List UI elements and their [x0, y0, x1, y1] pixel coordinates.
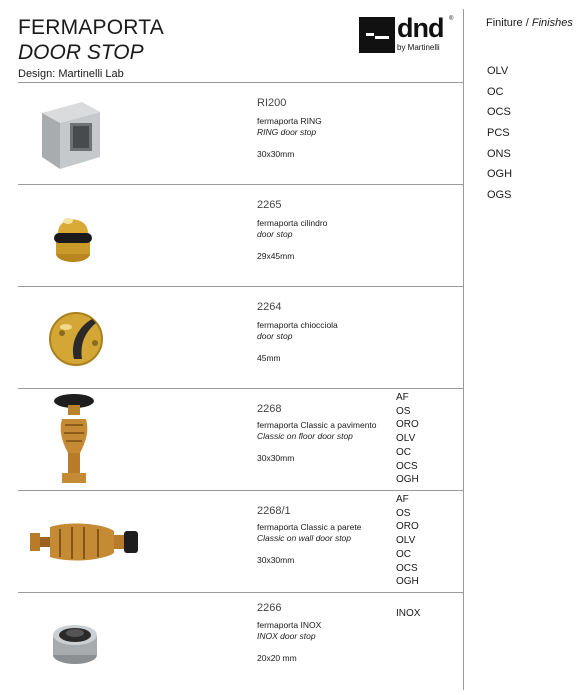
product-finish: OS — [396, 405, 411, 417]
logo-wordmark: dnd — [397, 13, 444, 43]
product-row — [18, 185, 463, 287]
finishes-heading-en: Finishes — [531, 17, 573, 29]
finishes-list — [487, 64, 512, 209]
product-row — [18, 491, 463, 593]
product-size: 30x30mm — [257, 149, 295, 159]
finishes-heading — [486, 17, 573, 29]
product-row — [18, 83, 463, 185]
inox-door-stop-icon — [18, 593, 253, 695]
finish-item: OGS — [487, 189, 512, 202]
product-size: 20x20 mm — [257, 653, 297, 663]
product-finish: INOX — [396, 608, 421, 619]
product-size: 45mm — [257, 353, 281, 363]
product-subtitle: RING door stop — [257, 127, 317, 137]
product-finish: OCS — [396, 460, 418, 472]
finish-item: OLV — [487, 65, 509, 77]
page-subtitle: DOOR STOP — [18, 41, 144, 64]
product-size: 29x45mm — [257, 251, 295, 261]
product-subtitle: Classic on floor door stop — [257, 431, 353, 441]
product-finish: OGH — [396, 576, 419, 588]
product-name: fermaporta cilindro — [257, 218, 328, 228]
product-subtitle: Classic on wall door stop — [257, 533, 352, 543]
product-code: 2266 — [257, 602, 282, 614]
product-subtitle: door stop — [257, 229, 293, 239]
product-code: RI200 — [257, 97, 287, 109]
classic-floor-door-stop-icon — [18, 389, 253, 491]
product-size: 30x30mm — [257, 555, 295, 565]
product-subtitle: door stop — [257, 331, 293, 341]
column-divider — [463, 9, 464, 690]
logo-mark-icon — [359, 17, 395, 53]
finish-item: OC — [487, 85, 504, 98]
product-finishes — [396, 493, 419, 589]
product-finish: OCS — [396, 562, 418, 574]
brand-logo — [359, 13, 454, 53]
product-finish: OGH — [396, 474, 419, 486]
product-row — [18, 389, 463, 491]
classic-wall-door-stop-icon — [18, 491, 253, 593]
product-code: 2268 — [257, 403, 282, 415]
page-title: FERMAPORTA — [18, 16, 164, 39]
product-row — [18, 593, 463, 695]
product-finish: OC — [396, 446, 411, 458]
logo-subtitle: by Martinelli — [397, 43, 440, 52]
product-name: fermaporta Classic a pavimento — [257, 420, 377, 430]
cylinder-door-stop-icon — [18, 185, 253, 287]
snail-door-stop-icon — [18, 287, 253, 389]
product-name: fermaporta INOX — [257, 620, 322, 630]
product-size: 30x30mm — [257, 453, 295, 463]
square-ring-door-stop-icon — [18, 83, 253, 185]
product-subtitle: INOX door stop — [257, 631, 316, 641]
finish-item: OGH — [487, 168, 513, 181]
product-name: fermaporta chiocciola — [257, 320, 338, 330]
product-finishes — [396, 607, 420, 621]
finish-item: PCS — [487, 127, 510, 140]
logo-registered-mark: ® — [449, 16, 454, 22]
product-code: 2268/1 — [257, 505, 291, 517]
finish-item: ONS — [487, 147, 511, 160]
finishes-heading-sep: / — [522, 17, 532, 29]
product-finish: OLV — [396, 535, 416, 547]
product-name: fermaporta RING — [257, 116, 322, 126]
designer-credit: Design: Martinelli Lab — [18, 68, 124, 80]
product-finish: OLV — [396, 433, 416, 445]
product-code: 2265 — [257, 199, 282, 211]
product-finish: ORO — [396, 521, 419, 533]
product-code: 2264 — [257, 301, 282, 313]
product-name: fermaporta Classic a parete — [257, 522, 362, 532]
product-finish: OS — [396, 507, 411, 519]
finishes-heading-it: Finiture — [486, 17, 523, 29]
product-finish: AF — [396, 392, 409, 403]
product-finish: AF — [396, 494, 409, 505]
product-finish: ORO — [396, 419, 419, 431]
product-finish: OC — [396, 548, 411, 560]
product-row — [18, 287, 463, 389]
finish-item: OCS — [487, 106, 511, 119]
product-finishes — [396, 391, 419, 487]
